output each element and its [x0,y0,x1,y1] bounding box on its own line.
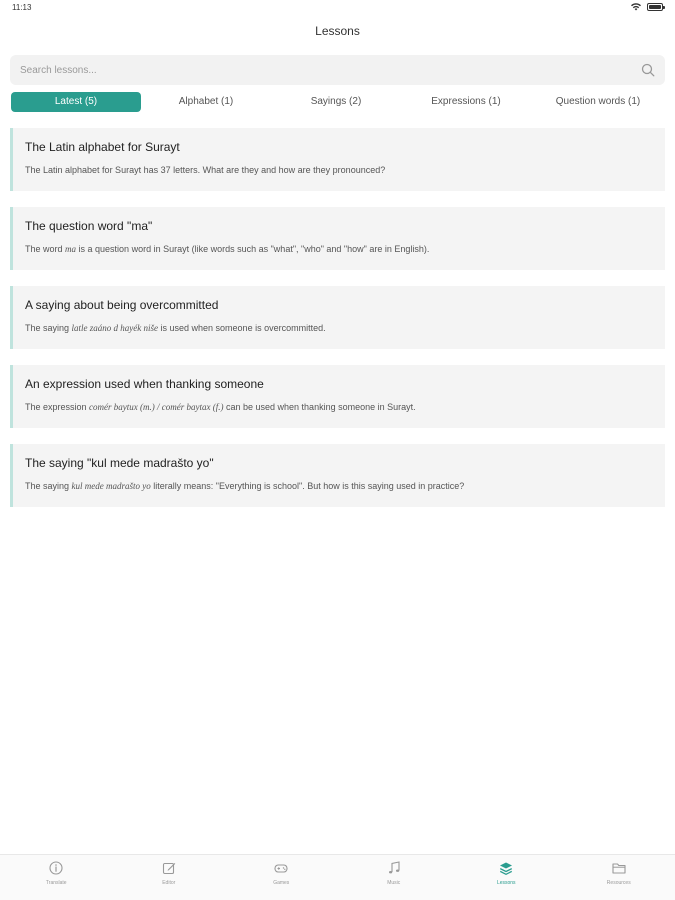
music-icon [387,861,401,875]
tab-latest[interactable]: Latest (5) [11,92,141,112]
lesson-description [25,165,653,175]
status-indicators [631,2,663,11]
lesson-card-kul-mede-madrasto[interactable] [10,444,665,507]
search-input[interactable] [10,55,630,85]
lesson-desc-text: literally means: "Everything is school". But how is this saying used in practice? [150,481,465,491]
tab-question-words[interactable]: Question words (1) [555,96,641,107]
lesson-desc-text: The saying [25,323,72,333]
nav-editor[interactable] [113,855,226,900]
nav-label: Games [273,880,290,886]
lesson-desc-text: is used when someone is overcommitted. [158,323,326,333]
status-time: 11:13 [12,3,32,12]
lesson-description [25,323,653,333]
lesson-title: The Latin alphabet for Surayt [25,140,180,154]
lesson-desc-term: latle zaáno d hayék niše [71,323,159,333]
lesson-card-thanking-expression[interactable] [10,365,665,428]
lesson-desc-text: is a question word in Surayt (like words such as "what", "who" and "how" are in English). [76,244,430,254]
tab-sayings[interactable]: Sayings (2) [310,96,362,107]
nav-label: Translate [45,880,67,886]
tab-alphabet[interactable]: Alphabet (1) [178,96,234,107]
wifi-icon [631,2,641,11]
nav-resources[interactable] [563,855,675,900]
lesson-title: The question word "ma" [25,219,153,233]
folder-icon [612,861,626,875]
lesson-description [25,402,653,412]
layers-icon [499,861,513,875]
lesson-desc-text: The expression [25,402,90,412]
lesson-desc-text: can be used when thanking someone in Surayt. [223,402,416,412]
nav-games[interactable] [225,855,338,900]
battery-icon [647,3,663,11]
lesson-desc-term: ma [65,244,77,254]
lesson-desc-term: comér baytux (m.) / comér baytax (f.) [89,402,224,412]
lesson-card-latin-alphabet[interactable] [10,128,665,191]
lesson-title: An expression used when thanking someone [25,377,264,391]
nav-translate[interactable] [0,855,113,900]
nav-label: Editor [162,880,176,886]
lesson-desc-text: The saying [25,481,72,491]
edit-icon [162,861,176,875]
lesson-desc-text: The word [25,244,66,254]
nav-lessons[interactable] [450,855,563,900]
page-title: Lessons [315,24,360,38]
lesson-description [25,244,653,254]
lesson-desc-text: The Latin alphabet for Surayt has 37 letters. What are they and how are they pronounced? [25,165,386,175]
search-bar[interactable] [10,55,665,85]
status-bar [0,0,675,16]
nav-music[interactable] [338,855,451,900]
lesson-description [25,481,653,491]
lesson-card-overcommitted-saying[interactable] [10,286,665,349]
nav-label: Lessons [496,880,516,886]
lesson-title: The saying "kul mede madrašto yo" [25,456,214,470]
bottom-tab-bar [0,854,675,900]
info-icon [49,861,63,875]
gamepad-icon [274,861,288,875]
tab-expressions[interactable]: Expressions (1) [431,96,501,107]
lesson-desc-term: kul mede madrašto yo [71,481,151,491]
lesson-category-tabs [11,92,665,112]
nav-label: Resources [606,880,631,886]
lesson-title: A saying about being overcommitted [25,298,219,312]
nav-label: Music [387,880,401,886]
search-icon[interactable] [641,63,655,77]
lesson-list [10,128,665,523]
lesson-card-question-word-ma[interactable] [10,207,665,270]
